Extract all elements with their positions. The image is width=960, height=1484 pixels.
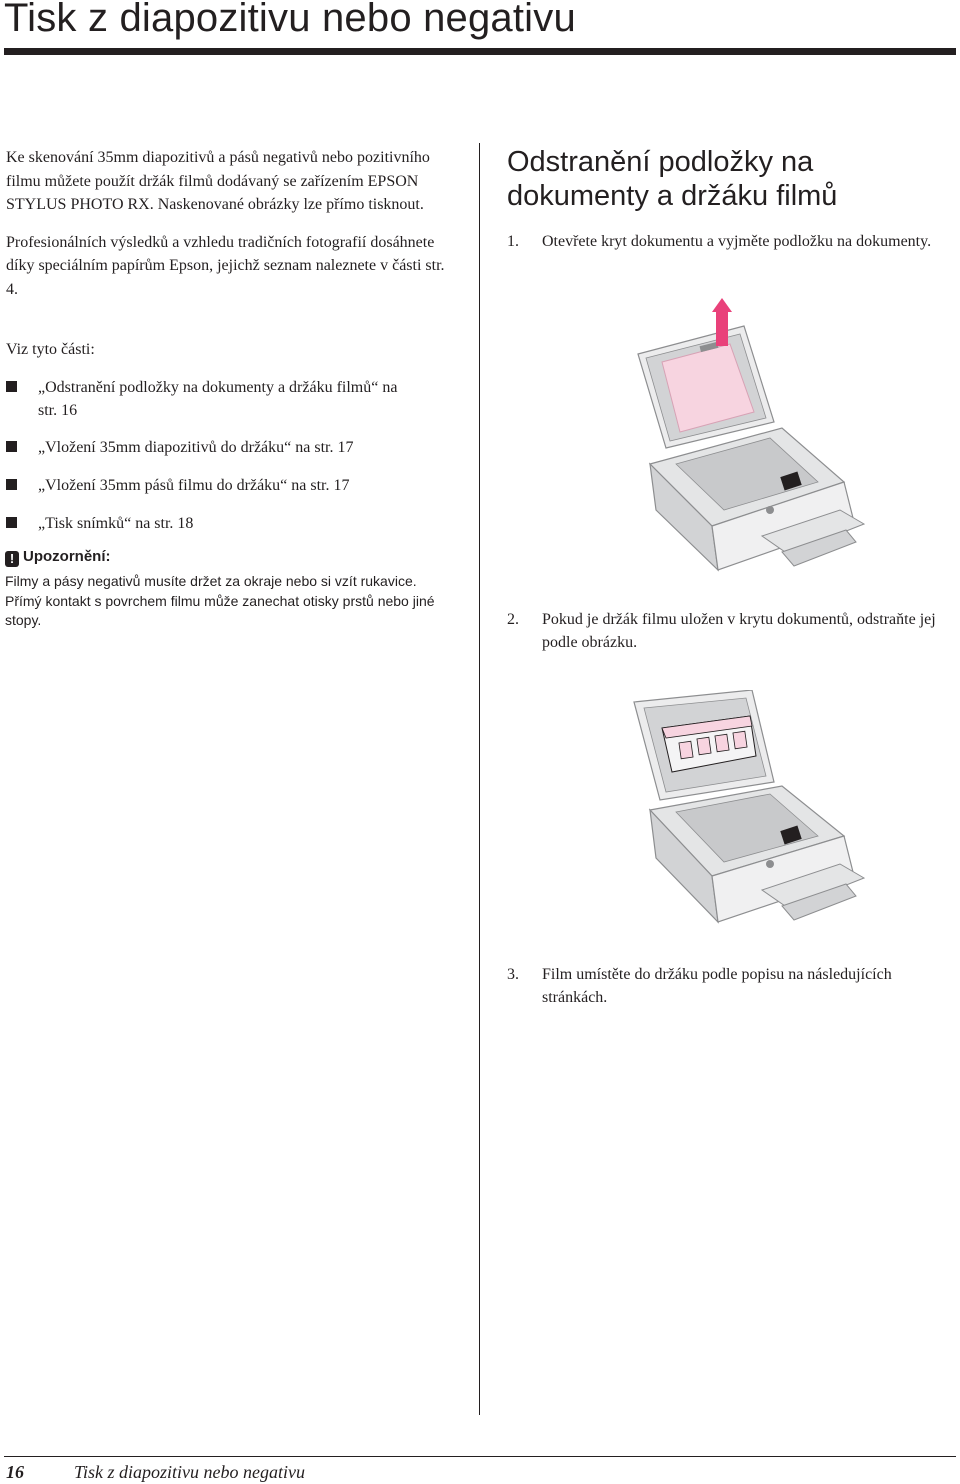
footer-rule bbox=[4, 1456, 956, 1457]
step-text: Otevřete kryt dokumentu a vyjměte podložku na dokumenty. bbox=[542, 233, 932, 250]
film-frame bbox=[733, 731, 747, 749]
scanner-remove-mat-illustration bbox=[632, 296, 866, 590]
step-number: 2. bbox=[507, 611, 519, 628]
film-frame bbox=[679, 741, 693, 759]
footer-chapter-title: Tisk z diapozitivu nebo negativu bbox=[74, 1462, 305, 1482]
step-1 bbox=[507, 230, 952, 253]
control-button bbox=[766, 860, 774, 868]
bullet-square-icon bbox=[6, 381, 17, 392]
see-sections-label: Viz tyto části: bbox=[6, 341, 95, 358]
section-link-item[interactable] bbox=[6, 474, 349, 497]
step-number: 1. bbox=[507, 233, 519, 250]
step-2 bbox=[507, 608, 952, 654]
bullet-square-icon bbox=[6, 479, 17, 490]
page-title: Tisk z diapozitivu nebo negativu bbox=[4, 0, 576, 40]
caution-heading bbox=[5, 547, 111, 567]
section-link-item[interactable] bbox=[6, 436, 353, 459]
step-3 bbox=[507, 963, 952, 1009]
section-link-text[interactable]: „Vložení 35mm pásů filmu do držáku“ na str. 17 bbox=[38, 477, 350, 494]
step-text: Pokud je držák filmu uložen v krytu dokumentů, odstraňte jej podle obrázku. bbox=[542, 611, 936, 651]
bullet-square-icon bbox=[6, 441, 17, 452]
title-rule bbox=[4, 48, 956, 55]
intro-text bbox=[6, 146, 452, 301]
caution-icon: ! bbox=[5, 551, 19, 567]
arrow-shaft bbox=[716, 310, 728, 346]
control-button bbox=[766, 506, 774, 514]
bullet-square-icon bbox=[6, 517, 17, 528]
section-link-text[interactable]: „Tisk snímků“ na str. 18 bbox=[38, 515, 194, 532]
section-link-text[interactable]: „Odstranění podložky na dokumenty a držáku filmů“ na bbox=[38, 379, 398, 396]
section-link-item[interactable] bbox=[6, 512, 193, 535]
section-link-text-cont[interactable]: str. 16 bbox=[38, 402, 78, 419]
step-number: 3. bbox=[507, 966, 519, 983]
column-divider bbox=[479, 143, 480, 1415]
scanner-film-holder-illustration bbox=[632, 690, 866, 946]
film-frame bbox=[715, 734, 729, 752]
section-link-text[interactable]: „Vložení 35mm diapozitivů do držáku“ na str. 17 bbox=[38, 439, 354, 456]
section-heading: Odstranění podložky na dokumenty a držáku filmů bbox=[507, 146, 838, 212]
intro-paragraph-2: Profesionálních výsledků a vzhledu tradičních fotografií dosáhnete díky speciálním papírům Epson, jejichž seznam naleznete v části str. 4. bbox=[6, 233, 445, 298]
film-frame bbox=[697, 737, 711, 755]
section-link-item[interactable] bbox=[6, 376, 397, 422]
caution-heading-text: Upozornění: bbox=[23, 548, 111, 565]
intro-paragraph-1: Ke skenování 35mm diapozitivů a pásů negativů nebo pozitivního filmu můžete použít držák filmů dodávaný se zařízením EPSON STYLUS PHOTO RX. Naskenované obrázky lze přímo tisknout. bbox=[6, 149, 430, 213]
up-arrow-icon bbox=[712, 298, 732, 312]
page-number: 16 bbox=[6, 1462, 24, 1482]
caution-text: Filmy a pásy negativů musíte držet za okraje nebo si vzít rukavice. Přímý kontakt s povrchem filmu může zanechat otisky prstů nebo jiné stopy. bbox=[5, 573, 435, 628]
step-text: Film umístěte do držáku podle popisu na následujících stránkách. bbox=[542, 966, 892, 1006]
